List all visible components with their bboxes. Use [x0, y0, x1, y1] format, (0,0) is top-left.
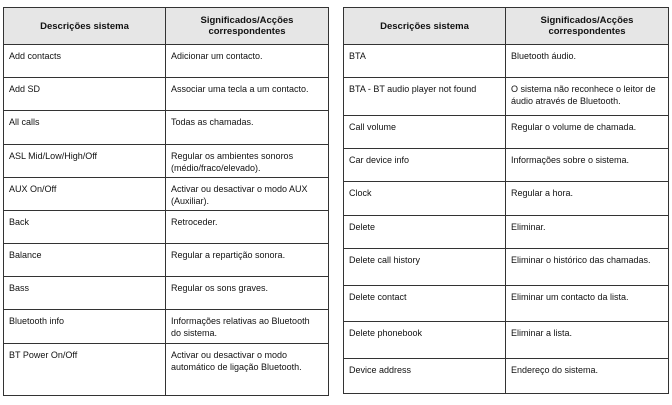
term-meaning: Eliminar o histórico das chamadas.	[511, 255, 651, 265]
term-meaning: Regular o volume de chamada.	[511, 122, 637, 132]
system-term: Add SD	[9, 84, 41, 94]
term-meaning: Informações sobre o sistema.	[511, 155, 630, 165]
term-meaning: Informações relativas ao Bluetooth do sistema.	[171, 316, 310, 338]
term-meaning: Activar ou desactivar o modo automático de ligação Bluetooth.	[171, 350, 302, 372]
table-row	[4, 145, 329, 178]
table-row	[4, 178, 329, 211]
system-term: Delete contact	[349, 292, 407, 302]
term-meaning: Regular os sons graves.	[171, 283, 269, 293]
table-header-row	[4, 8, 329, 45]
term-meaning: Regular os ambientes sonoros (médio/fraco/elevado).	[171, 151, 294, 173]
table-row	[344, 182, 669, 216]
system-term: BTA - BT audio player not found	[349, 84, 477, 94]
header-system-descriptions: Descrições sistema	[344, 8, 506, 45]
term-meaning: Endereço do sistema.	[511, 365, 599, 375]
table-row	[4, 78, 329, 111]
table-row	[344, 216, 669, 249]
header-system-descriptions: Descrições sistema	[4, 8, 166, 45]
table-row	[344, 45, 669, 78]
table-row	[344, 286, 669, 322]
table-row	[344, 116, 669, 149]
system-term: Delete call history	[349, 255, 421, 265]
system-term: BTA	[349, 51, 366, 61]
system-term: AUX On/Off	[9, 184, 57, 194]
system-term: Call volume	[349, 122, 397, 132]
system-term: Balance	[9, 250, 42, 260]
term-meaning: Adicionar um contacto.	[171, 51, 263, 61]
table-row	[4, 211, 329, 244]
commands-table-left	[3, 7, 329, 396]
term-meaning: Retroceder.	[171, 217, 218, 227]
term-meaning: Eliminar.	[511, 222, 546, 232]
table-row	[4, 111, 329, 145]
system-term: Delete phonebook	[349, 328, 423, 338]
table-row	[4, 277, 329, 310]
term-meaning: Activar ou desactivar o modo AUX (Auxiliar).	[171, 184, 308, 206]
table-row	[344, 322, 669, 359]
system-term: BT Power On/Off	[9, 350, 78, 360]
commands-table-right	[343, 7, 669, 394]
table-header-row	[344, 8, 669, 45]
system-term: Add contacts	[9, 51, 62, 61]
term-meaning: Regular a hora.	[511, 188, 574, 198]
system-term: Car device info	[349, 155, 410, 165]
table-row	[344, 249, 669, 286]
table-row	[344, 78, 669, 116]
table-row	[344, 359, 669, 394]
term-meaning: Associar uma tecla a um contacto.	[171, 84, 309, 94]
system-term: Delete	[349, 222, 376, 232]
system-term: All calls	[9, 117, 40, 127]
system-term: Bass	[9, 283, 30, 293]
table-row	[344, 149, 669, 182]
system-term: Back	[9, 217, 30, 227]
system-term: Clock	[349, 188, 372, 198]
term-meaning: Eliminar um contacto da lista.	[511, 292, 629, 302]
system-term: Device address	[349, 365, 412, 375]
term-meaning: Todas as chamadas.	[171, 117, 254, 127]
header-meanings-actions: Significados/Acções correspondentes	[166, 8, 329, 45]
system-term: ASL Mid/Low/High/Off	[9, 151, 98, 161]
term-meaning: Bluetooth áudio.	[511, 51, 577, 61]
table-row	[4, 344, 329, 396]
term-meaning: Eliminar a lista.	[511, 328, 573, 338]
table-row	[4, 310, 329, 344]
system-term: Bluetooth info	[9, 316, 65, 326]
term-meaning: O sistema não reconhece o leitor de áudio através de Bluetooth.	[511, 84, 656, 106]
header-meanings-actions: Significados/Acções correspondentes	[506, 8, 669, 45]
table-row	[4, 244, 329, 277]
term-meaning: Regular a repartição sonora.	[171, 250, 286, 260]
table-row	[4, 45, 329, 78]
